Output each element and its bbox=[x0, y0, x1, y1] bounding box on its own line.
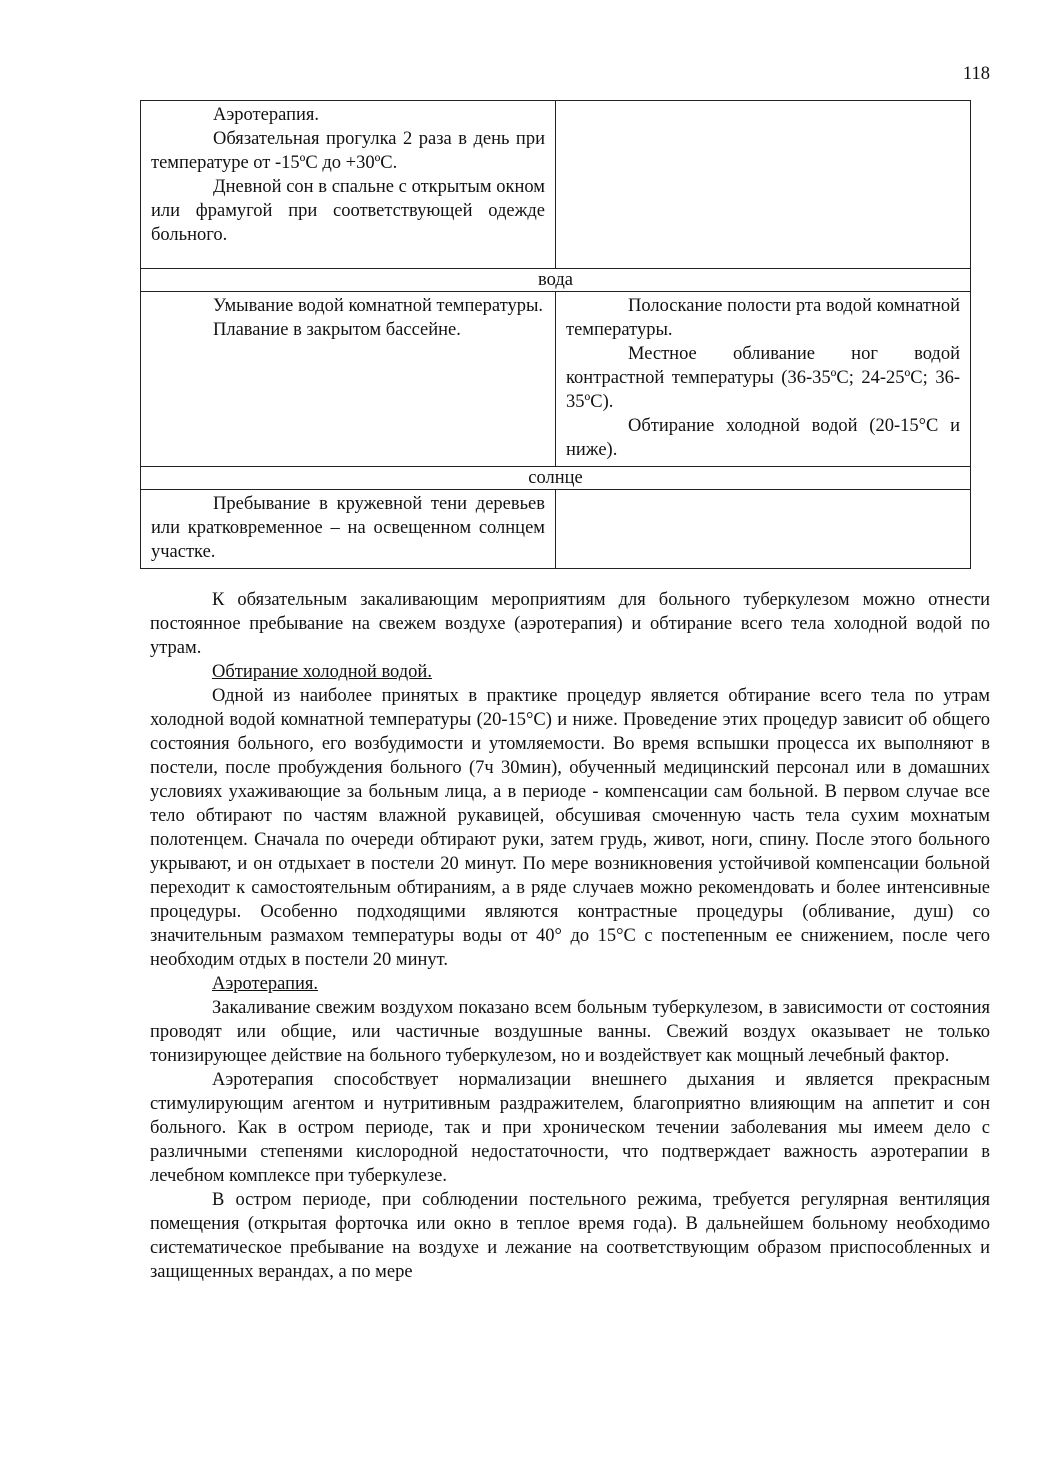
hardening-table bbox=[140, 100, 971, 569]
page-number: 118 bbox=[962, 64, 990, 84]
table-cell-sun-left bbox=[141, 490, 556, 569]
table-cell-text: Местное обливание ног водой контрастной температуры (36-35ºС; 24-25ºС; 36-35ºС). bbox=[566, 344, 960, 412]
intro-paragraph: К обязательным закаливающим мероприятиям для больного туберкулезом можно отнести постоянное пребывание на свежем воздухе (аэротерапия) и обтирание всего тела холодной водой по утрам. bbox=[150, 590, 990, 658]
table-cell-text: Умывание водой комнатной температуры. bbox=[213, 296, 544, 316]
table-cell-text: Обтирание холодной водой (20-15°С и ниже). bbox=[566, 416, 960, 460]
table-cell-text: Полоскание полости рта водой комнатной температуры. bbox=[566, 296, 960, 340]
aerotherapy-paragraph-3: В остром периоде, при соблюдении постельного режима, требуется регулярная вентиляция помещения (открытая форточка или окно в теплое время года). В дальнейшем больному необходимо систематическое пребывание на воздухе и лежание на соответствующим образом приспособленных и защищенных верандах, а по мере bbox=[150, 1190, 990, 1282]
aerotherapy-paragraph-2: Аэротерапия способствует нормализации внешнего дыхания и является прекрасным стимулирующим агентом и нутритивным раздражителем, благоприятно влияющим на аппетит и сон больного. Как в остром периоде, так и при хроническом течении заболевания мы имеем дело с различными степенями кислородной недостаточности, что подтверждает важность аэротерапии в лечебном комплексе при туберкулезе. bbox=[150, 1070, 990, 1186]
table-cell-water-right bbox=[556, 292, 971, 467]
table-cell-sun-right bbox=[556, 490, 971, 569]
table-section-header-sun bbox=[141, 467, 971, 490]
table-row-water bbox=[141, 292, 971, 467]
heading-rubdown bbox=[150, 660, 990, 684]
table-row-sun bbox=[141, 490, 971, 569]
table-cell-air-left bbox=[141, 101, 556, 269]
body-text bbox=[150, 588, 990, 1284]
table-cell-water-left bbox=[141, 292, 556, 467]
table-cell-text: Пребывание в кружевной тени деревьев или кратковременное – на освещенном солнцем участке. bbox=[151, 494, 545, 562]
table-section-header-water bbox=[141, 269, 971, 292]
table-row-air bbox=[141, 101, 971, 269]
section-label-water: вода bbox=[141, 269, 971, 292]
section-label-sun: солнце bbox=[141, 467, 971, 490]
heading-rubdown-text: Обтирание холодной водой. bbox=[212, 662, 432, 682]
table-cell-text: Плавание в закрытом бассейне. bbox=[213, 320, 461, 340]
aerotherapy-paragraph-1: Закаливание свежим воздухом показано всем больным туберкулезом, в зависимости от состояния проводят или общие, или частичные воздушные ванны. Свежий воздух оказывает не только тонизирующее действие на больного туберкулезом, но и воздействует как мощный лечебный фактор. bbox=[150, 998, 990, 1066]
heading-aerotherapy bbox=[150, 972, 990, 996]
rubdown-paragraph: Одной из наиболее принятых в практике процедур является обтирание всего тела по утрам холодной водой комнатной температуры (20-15°С) и ниже. Проведение этих процедур зависит об общего состояния больного, его возбудимости и утомляемости. Во время вспышки процесса их выполняют в постели, после пробуждения больного (7ч 30мин), обученный медицинский персонал или в домашних условиях ухаживающие за больным лица, а в периоде - компенсации сам больной. В первом случае все тело обтирают по частям влажной рукавицей, обсушивая смоченную часть тела сухим мохнатым полотенцем. Сначала по очереди обтирают руки, затем грудь, живот, ноги, спину. После этого больного укрывают, и он отдыхает в постели 20 минут. По мере возникновения устойчивой компенсации больной переходит к самостоятельным обтираниям, а в ряде случаев можно рекомендовать и более интенсивные процедуры. Особенно подходящими являются контрастные процедуры (обливание, душ) со значительным размахом температуры воды от 40° до 15°С с постепенным ее снижением, после чего необходим отдых в постели 20 минут. bbox=[150, 686, 990, 970]
table-cell-text: Обязательная прогулка 2 раза в день при температуре от -15ºС до +30ºС. bbox=[151, 129, 545, 173]
table-cell-air-right bbox=[556, 101, 971, 269]
heading-aerotherapy-text: Аэротерапия. bbox=[212, 974, 319, 994]
table-cell-text: Аэротерапия. bbox=[213, 105, 320, 125]
table-cell-text: Дневной сон в спальне с открытым окном или фрамугой при соответствующей одежде больного. bbox=[151, 177, 545, 245]
